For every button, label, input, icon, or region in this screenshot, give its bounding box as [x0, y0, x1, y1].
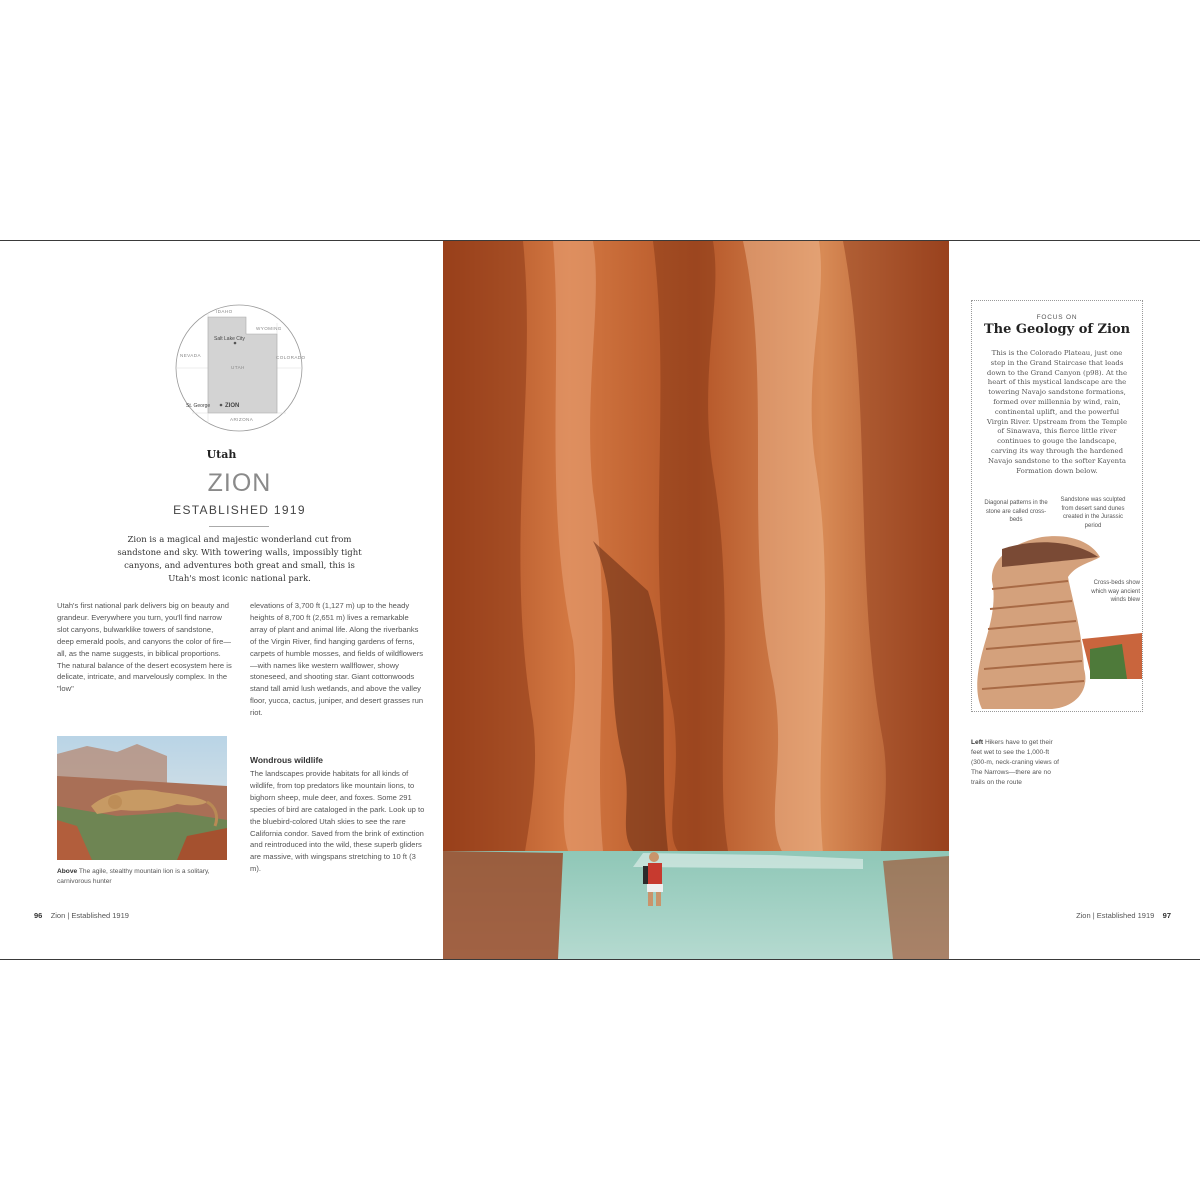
- annotation-cross-beds: Diagonal patterns in the stone are called cross-beds: [984, 500, 1048, 523]
- state-name: Utah: [206, 448, 237, 461]
- map-label-nevada: NEVADA: [180, 353, 201, 358]
- page-number: 96: [34, 911, 43, 920]
- folio-right: [1076, 911, 1171, 920]
- photo-caption-left: [57, 867, 227, 887]
- park-title: ZION: [207, 469, 272, 497]
- map-label-idaho: IDAHO: [216, 309, 233, 314]
- established-line: ESTABLISHED 1919: [173, 503, 306, 517]
- focus-title: The Geology of Zion: [983, 322, 1131, 337]
- running-head: Zion | Established 1919: [50, 911, 129, 920]
- body-column-2: elevations of 3,700 ft (1,127 m) up to the heady heights of 8,700 ft (2,651 m) lives a remarkable array of plant and animal life. Along the riverbanks of the Virgin River, find hanging gardens of ferns, carpets of humble mosses, and fields of wildflowers—with names like western wallflower, showy stoneseed, and shooting star. Giant cottonwoods stand tall amid lush wetlands, and above the valley floor, yucca, cactus, juniper, and desert grasses run riot.: [250, 601, 424, 718]
- caption-label: Above: [57, 868, 78, 875]
- annotation-sandstone: Sandstone was sculpted from desert sand dunes created in the Jurassic period: [1060, 497, 1126, 529]
- focus-body: This is the Colorado Plateau, just one step in the Grand Staircase that leads down to the Grand Canyon (p98). At the heart of this mystical landscape are the towering Navajo sandstone formations, formed over millennia by wind, rain, continental uplift, and the powerful Virgin River. Upstream from the Temple of Sinawava, this fierce little river continues to gouge the landscape, carving its way through the hardened Navajo sandstone to the softer Kayenta Formation down below.: [986, 349, 1128, 475]
- intro-paragraph: Zion is a magical and majestic wonderland cut from sandstone and sky. With towering walls, impossibly tight canyons, and adventures both great and small, this is Utah's most iconic national park.: [117, 535, 362, 584]
- capital-marker-icon: [234, 342, 237, 345]
- caption-text: The agile, stealthy mountain lion is a solitary, carnivorous hunter: [57, 868, 210, 885]
- map-label-arizona: ARIZONA: [230, 417, 254, 422]
- map-label-capital: Salt Lake City: [214, 336, 245, 342]
- caption-text-right: Hikers have to get their feet wet to see the 1,000-ft (300-m, neck-craning views of The Narrows—there are no trails on the route: [971, 739, 1059, 786]
- park-marker-icon: [220, 404, 223, 407]
- map-label-town: St. George: [186, 403, 211, 409]
- page-number-right: 97: [1162, 911, 1171, 920]
- body-column-3: The landscapes provide habitats for all kinds of wildlife, from top predators like mountain lions, to bighorn sheep, mule deer, and foxes. Some 291 species of bird are cataloged in the park. Look up to the bluebird-colored Utah skies to see the rare California condor. Saved from the brink of extinction and reintroduced into the wild, these superb gliders are massive, with wingspans stretching to 10 ft (3 m).: [250, 769, 425, 874]
- caption-label-right: Left: [971, 739, 984, 746]
- map-label-wyoming: WYOMING: [256, 326, 282, 331]
- left-page: [0, 241, 443, 959]
- annotation-winds: Cross-beds show which way ancient winds blew: [1091, 580, 1140, 603]
- right-page: [949, 241, 1200, 959]
- map-label-colorado: COLORADO: [276, 355, 306, 360]
- body-column-1: Utah's first national park delivers big on beauty and grandeur. Everywhere you turn, you'll find narrow slot canyons, bulwarklike towers of sandstone, deep emerald pools, and canyons the color of fire—all, as the name suggests, in biblical proportions. The natural balance of the desert ecosystem here is delicate, intricate, and marvelously complex. In the "low": [57, 601, 232, 694]
- map-label-utah: UTAH: [231, 365, 245, 370]
- mountain-lion-photo: [57, 736, 227, 860]
- folio-left: [34, 911, 129, 920]
- narrows-photo: [443, 241, 949, 959]
- wildlife-subhead: Wondrous wildlife: [250, 755, 324, 765]
- focus-box: [971, 300, 1143, 712]
- rock-formation-photo: [972, 529, 1142, 711]
- focus-label: FOCUS ON: [1036, 314, 1078, 321]
- book-spread: [0, 240, 1200, 960]
- photo-caption-right: [971, 738, 1061, 788]
- running-head-right: Zion | Established 1919: [1076, 911, 1155, 920]
- title-rule: [209, 526, 269, 527]
- map-label-park: ZION: [225, 403, 240, 409]
- utah-locator-map: [172, 303, 306, 433]
